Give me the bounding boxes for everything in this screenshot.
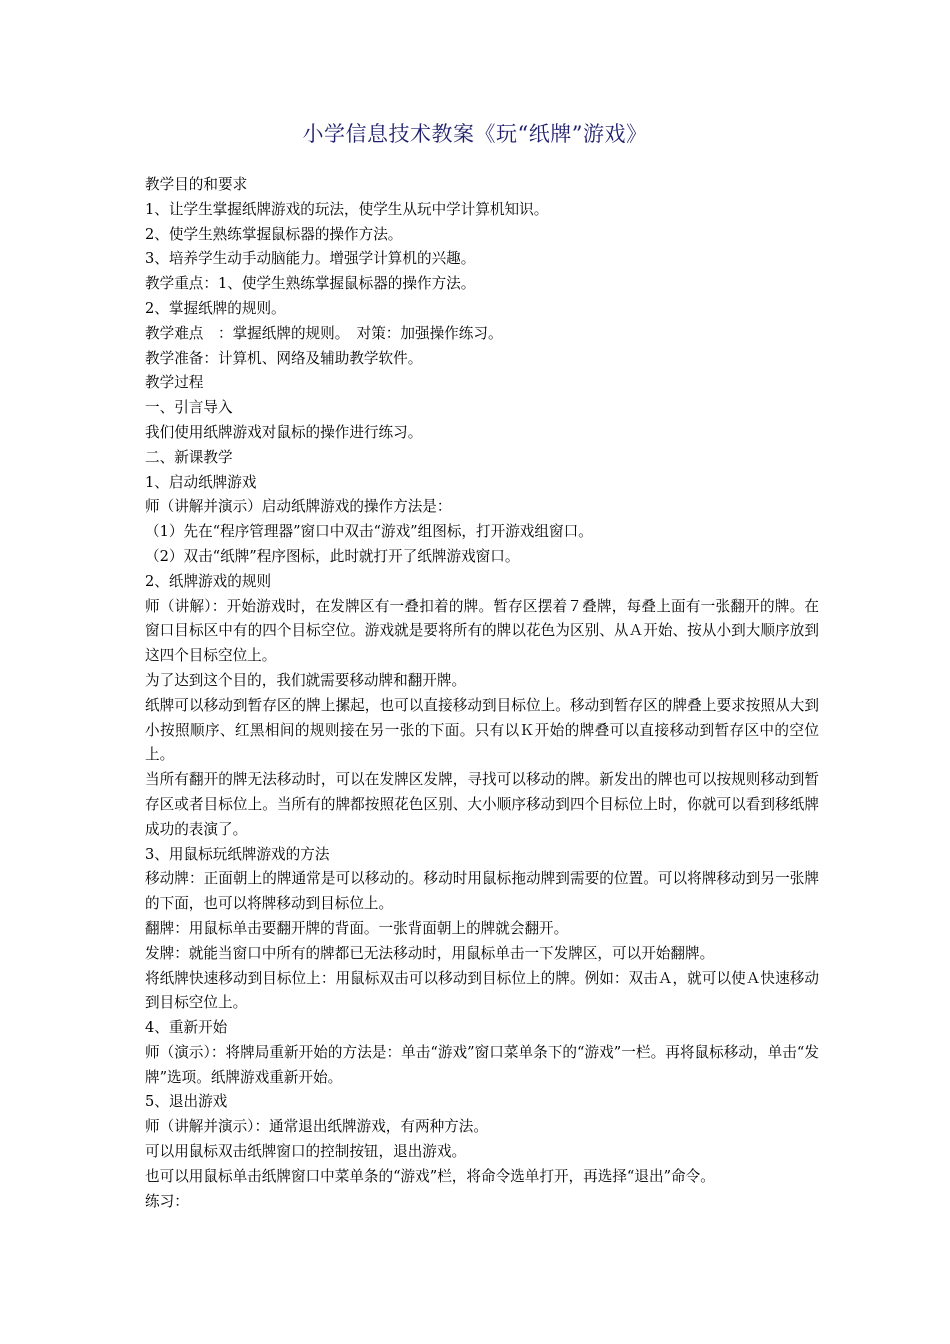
difficulty: 教学难点 ：掌握纸牌的规则。 对策：加强操作练习。	[145, 324, 503, 342]
objective-3: 3、培养学生动手动脑能力。增强学计算机的兴趣。	[145, 250, 476, 268]
subsection-restart: 4、重新开始	[145, 1019, 228, 1037]
document-title: 小学信息技术教案《玩“纸牌”游戏》	[302, 122, 648, 146]
start-game-text: 师（讲解并演示）启动纸牌游戏的操作方法是：	[145, 498, 452, 516]
rules-paragraph-1: 师（讲解）：开始游戏时，在发牌区有一叠扣着的牌。暂存区摆着７叠牌，每叠上面有一张翻开的牌。在窗口目标区中有的四个目标空位。游戏就是要将所有的牌以花色为区别、从Ａ开始、按从小到大顺序放到这四个目标空位上。	[145, 597, 819, 665]
subsection-mouse-methods: 3、用鼠标玩纸牌游戏的方法	[145, 845, 330, 863]
subsection-exit: 5、退出游戏	[145, 1093, 228, 1111]
subsection-start-game: 1、启动纸牌游戏	[145, 473, 257, 491]
objective-2: 2、使学生熟练掌握鼠标器的操作方法。	[145, 225, 403, 243]
exit-text-3: 也可以用鼠标单击纸牌窗口中菜单条的“游戏”栏，将命令选单打开，再选择“退出”命令。	[145, 1167, 715, 1185]
flip-card-text: 翻牌：用鼠标单击要翻开牌的背面。一张背面朝上的牌就会翻开。	[145, 919, 569, 937]
section-new-lesson: 二、新课教学	[145, 448, 233, 466]
objective-1: 1、让学生掌握纸牌游戏的玩法，使学生从玩中学计算机知识。	[145, 200, 549, 218]
subsection-rules: 2、纸牌游戏的规则	[145, 572, 272, 590]
start-step-1: （1）先在“程序管理器”窗口中双击“游戏”组图标，打开游戏组窗口。	[145, 523, 593, 541]
key-point-1: 教学重点：1、使学生熟练掌握鼠标器的操作方法。	[145, 275, 476, 293]
move-card-text: 移动牌：正面朝上的牌通常是可以移动的。移动时用鼠标拖动牌到需要的位置。可以将牌移动到另一张牌的下面，也可以将牌移动到目标位上。	[145, 870, 819, 913]
exit-text-1: 师（讲解并演示）：通常退出纸牌游戏，有两种方法。	[145, 1118, 488, 1136]
preparation: 教学准备：计算机、网络及辅助教学软件。	[145, 349, 423, 367]
deal-card-text: 发牌：就能当窗口中所有的牌都已无法移动时，用鼠标单击一下发牌区，可以开始翻牌。	[145, 944, 715, 962]
section-intro: 一、引言导入	[145, 399, 233, 417]
restart-text: 师（演示）：将牌局重新开始的方法是：单击“游戏”窗口菜单条下的“游戏”一栏。再将鼠标移动，单击“发牌”选项。纸牌游戏重新开始。	[145, 1043, 819, 1086]
heading-objectives: 教学目的和要求	[145, 176, 248, 193]
key-point-2: 2、掌握纸牌的规则。	[145, 299, 286, 317]
exit-text-2: 可以用鼠标双击纸牌窗口的控制按钮，退出游戏。	[145, 1143, 467, 1161]
exercise-label: 练习：	[145, 1192, 189, 1210]
quick-move-text: 将纸牌快速移动到目标位上：用鼠标双击可以移动到目标位上的牌。例如：双击Ａ，就可以使Ａ快速移动到目标空位上。	[145, 969, 819, 1012]
rules-paragraph-4: 当所有翻开的牌无法移动时，可以在发牌区发牌，寻找可以移动的牌。新发出的牌也可以按规则移动到暂存区或者目标位上。当所有的牌都按照花色区别、大小顺序移动到四个目标位上时，你就可以看到移纸牌成功的表演了。	[145, 771, 819, 838]
heading-process: 教学过程	[145, 374, 204, 392]
intro-text: 我们使用纸牌游戏对鼠标的操作进行练习。	[145, 423, 423, 441]
rules-paragraph-3: 纸牌可以移动到暂存区的牌上摞起，也可以直接移动到目标位上。移动到暂存区的牌叠上要求按照从大到小按照顺序、红黑相间的规则接在另一张的下面。只有以Ｋ开始的牌叠可以直接移动到暂存区中的空位上。	[145, 696, 819, 764]
start-step-2: （2）双击“纸牌”程序图标，此时就打开了纸牌游戏窗口。	[145, 547, 520, 565]
document-body	[145, 173, 819, 1214]
rules-paragraph-2: 为了达到这个目的，我们就需要移动牌和翻开牌。	[145, 671, 467, 689]
